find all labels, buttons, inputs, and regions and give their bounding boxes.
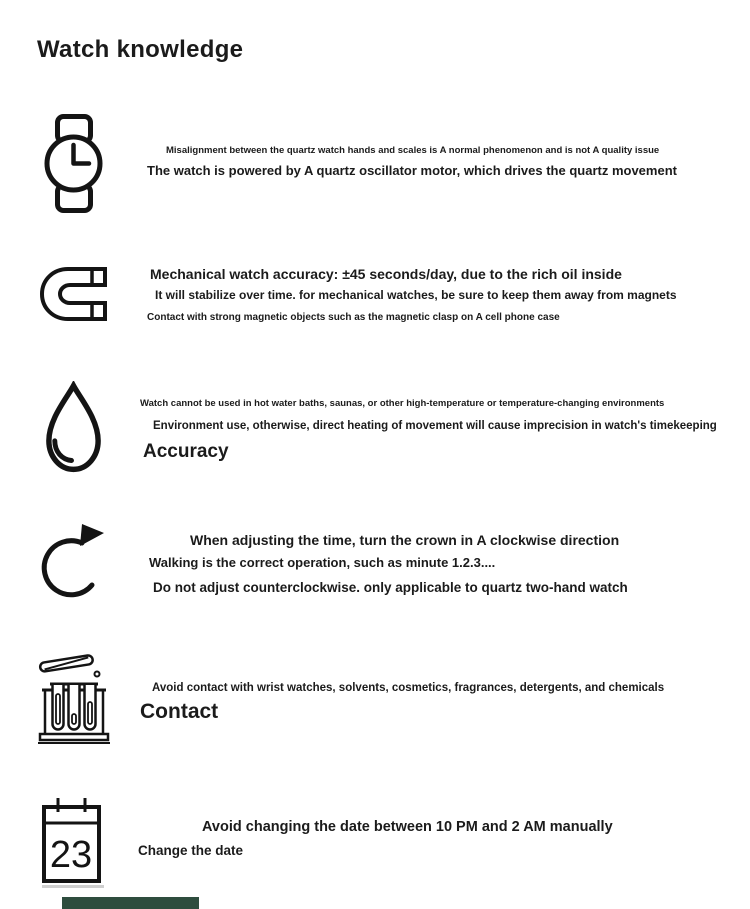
calendar-day-number: 23 xyxy=(49,834,93,876)
counterclockwise-warning-text: Do not adjust counterclockwise. only applicable to quartz two-hand watch xyxy=(153,580,628,595)
calendar-shadow xyxy=(42,885,104,888)
quartz-movement-text: The watch is powered by A quartz oscillator motor, which drives the quartz movement xyxy=(147,163,677,178)
footer-accent-bar xyxy=(62,897,199,909)
chemical-contact-text: Avoid contact with wrist watches, solvents, cosmetics, fragrances, detergents, and chemicals xyxy=(152,682,665,694)
magnetic-contact-note: Contact with strong magnetic objects such as the magnetic clasp on A cell phone case xyxy=(147,312,560,323)
clockwise-arrow-icon xyxy=(38,523,108,607)
watch-icon xyxy=(40,114,107,213)
test-tubes-icon xyxy=(38,648,110,744)
quartz-misalignment-note: Misalignment between the quartz watch hands and scales is A normal phenomenon and is not A quality issue xyxy=(166,145,660,156)
hot-water-warning-note: Watch cannot be used in hot water baths, saunas, or other high-temperature or temperature-changing environments xyxy=(140,398,665,409)
mechanical-accuracy-heading: Mechanical watch accuracy: ±45 seconds/day, due to the rich oil inside xyxy=(150,266,622,282)
change-date-heading: Change the date xyxy=(138,843,244,858)
magnet-warning-text: It will stabilize over time. for mechanical watches, be sure to keep them away from magnets xyxy=(155,288,677,302)
water-drop-icon xyxy=(41,381,106,476)
date-change-warning-text: Avoid changing the date between 10 PM and 2 AM manually xyxy=(202,819,613,835)
clockwise-adjustment-text: When adjusting the time, turn the crown in A clockwise direction xyxy=(190,532,620,548)
walking-operation-text: Walking is the correct operation, such as minute 1.2.3.... xyxy=(149,555,496,570)
temperature-environment-text: Environment use, otherwise, direct heating of movement will cause imprecision in watch's timekeeping xyxy=(153,420,717,432)
calendar-icon xyxy=(40,795,103,885)
accuracy-heading: Accuracy xyxy=(143,441,229,462)
magnet-icon xyxy=(40,267,107,321)
contact-heading: Contact xyxy=(140,700,219,723)
page-title: Watch knowledge xyxy=(37,36,244,63)
